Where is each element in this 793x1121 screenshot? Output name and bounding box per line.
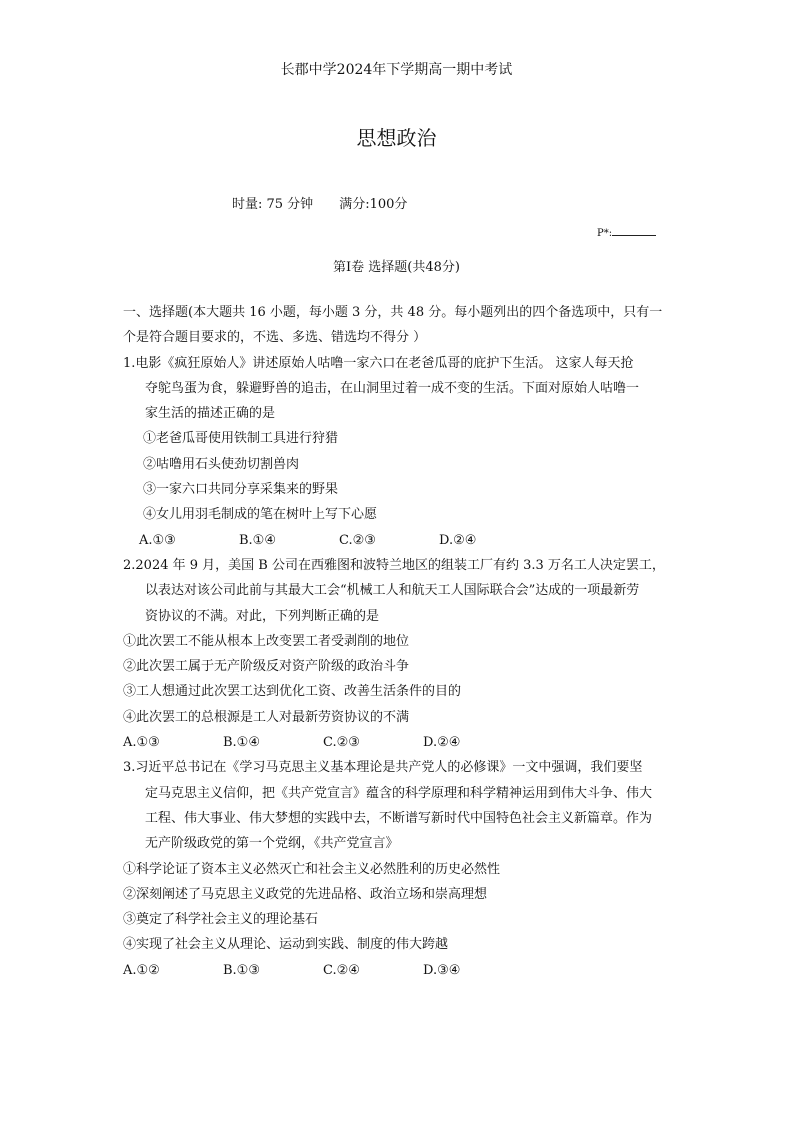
id-underline bbox=[612, 227, 656, 236]
option-a: A.①② bbox=[123, 962, 160, 978]
question-1-item: ③一家六口共同分享采集来的野果 bbox=[143, 482, 339, 498]
question-3-item: ③奠定了科学社会主义的理论基石 bbox=[123, 912, 319, 928]
exam-meta bbox=[232, 193, 433, 212]
question-3-stem: 定马克思主义信仰，把《共产党宣言》蕴含的科学原理和科学精神运用到伟大斗争、伟大 bbox=[145, 785, 653, 801]
exam-time: 时量: 75 分钟 bbox=[232, 197, 314, 212]
question-content bbox=[123, 300, 673, 983]
option-b: B.①④ bbox=[223, 735, 260, 751]
subject-title: 思想政治 bbox=[356, 126, 437, 150]
question-1-item: ④女儿用羽毛制成的笔在树叶上写下心愿 bbox=[143, 507, 378, 523]
question-1-stem: 夺鸵鸟蛋为食，躲避野兽的追击，在山洞里过着一成不变的生活。下面对原始人咕噜一 bbox=[145, 380, 640, 396]
exam-full-score: 满分:100分 bbox=[339, 197, 408, 212]
question-3-stem: 无产阶级政党的第一个党纲，《共产党宣言》 bbox=[145, 836, 399, 852]
option-a: A.①③ bbox=[139, 532, 176, 548]
question-3-stem: 3.习近平总书记在《学习马克思主义基本理论是共产党人的必修课》一文中强调，我们要坚 bbox=[123, 760, 643, 776]
question-2-options bbox=[123, 730, 673, 755]
option-a: A.①③ bbox=[123, 735, 160, 751]
question-2-item: ③工人想通过此次罢工达到优化工资、改善生活条件的目的 bbox=[123, 684, 462, 700]
option-c: C.②④ bbox=[323, 962, 360, 978]
option-b: B.①④ bbox=[239, 532, 276, 548]
question-3-stem: 工程、伟大事业、伟大梦想的实践中去，不断谱写新时代中国特色社会主义新篇章。作为 bbox=[145, 810, 653, 826]
option-c: C.②③ bbox=[323, 735, 360, 751]
question-2-item: ②此次罢工属于无产阶级反对资产阶级的政治斗争 bbox=[123, 659, 410, 675]
question-1-stem: 1.电影《疯狂原始人》讲述原始人咕噜一家六口在老爸瓜哥的庇护下生活。 这家人每天抢 bbox=[123, 355, 634, 371]
question-3-item: ①科学论证了资本主义必然灭亡和社会主义必然胜利的历史必然性 bbox=[123, 861, 501, 877]
question-1-options bbox=[123, 528, 673, 553]
id-label: P*: bbox=[597, 228, 613, 239]
question-1-stem: 家生活的描述正确的是 bbox=[145, 406, 276, 422]
question-3-item: ②深刻阐述了马克思主义政党的先进品格、政治立场和崇高理想 bbox=[123, 886, 488, 902]
question-2-stem: 2.2024 年 9 月，美国 B 公司在西雅图和波特兰地区的组装工厂有约 3.3 万名工人决定罢工， bbox=[123, 557, 665, 573]
option-d: D.③④ bbox=[423, 962, 461, 978]
id-field bbox=[597, 227, 656, 239]
option-b: B.①③ bbox=[223, 962, 260, 978]
question-2-item: ④此次罢工的总根源是工人对最新劳资协议的不满 bbox=[123, 709, 410, 725]
option-d: D.②④ bbox=[439, 532, 477, 548]
question-2-item: ①此次罢工不能从根本上改变罢工者受剥削的地位 bbox=[123, 633, 410, 649]
question-1-item: ②咕噜用石头使劲切割兽肉 bbox=[143, 456, 300, 472]
section-title: 第Ⅰ卷 选择题(共48分) bbox=[333, 260, 460, 275]
option-d: D.②④ bbox=[423, 735, 461, 751]
school-exam-title: 长郡中学2024年下学期高一期中考试 bbox=[280, 62, 513, 78]
question-3-item: ④实现了社会主义从理论、运动到实践、制度的伟大跨越 bbox=[123, 937, 449, 953]
question-1-item: ①老爸瓜哥使用铁制工具进行狩猎 bbox=[143, 431, 339, 447]
section-intro-line: 一、选择题(本大题共 16 小题，每小题 3 分，共 48 分。每小题列出的四个备选项中，只有一 bbox=[123, 305, 663, 320]
question-3-options bbox=[123, 958, 673, 983]
option-c: C.②③ bbox=[339, 532, 376, 548]
section-intro-line: 个是符合题目要求的，不选、多选、错选均不得分 ） bbox=[123, 330, 427, 346]
question-2-stem: 资协议的不满。对此，下列判断正确的是 bbox=[145, 608, 380, 624]
question-2-stem: 以表达对该公司此前与其最大工会“机械工人和航天工人国际联合会”达成的一项最新劳 bbox=[145, 583, 640, 599]
